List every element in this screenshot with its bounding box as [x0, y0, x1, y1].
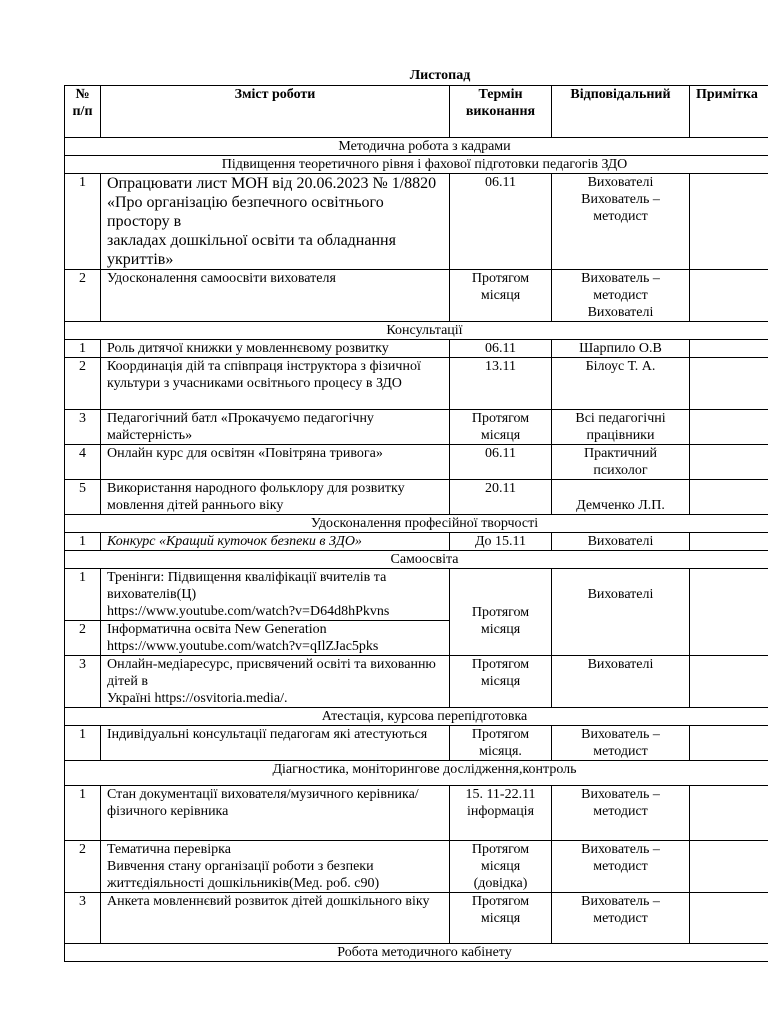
row-term: Протягом місяця — [450, 569, 552, 656]
row-content-link[interactable]: https://www.youtube.com/watch?v=D64d8hPkvns — [107, 604, 390, 619]
row-responsible-line: Вихователь – методист — [581, 271, 660, 303]
row-content-link[interactable]: https://www.youtube.com/watch?v=qIlZJac5pks — [107, 639, 379, 654]
section-row — [65, 156, 768, 174]
row-responsible: Вихователі — [552, 569, 690, 656]
row-num: 2 — [65, 841, 101, 893]
row-content: Педагогічний батл «Прокачуємо педагогічну майстерність» — [101, 410, 450, 445]
row-num: 1 — [65, 786, 101, 841]
row-term: 20.11 — [450, 480, 552, 515]
section-self-education: Самоосвіта — [65, 551, 768, 569]
row-responsible: Вихователь – методист — [552, 841, 690, 893]
row-note — [690, 841, 768, 893]
row-content: Використання народного фольклору для розвитку мовлення дітей раннього віку — [101, 480, 450, 515]
row-note — [690, 480, 768, 515]
row-num: 3 — [65, 893, 101, 944]
row-term: Протягом місяця — [450, 270, 552, 322]
row-content-line: Інформатична освіта New Generation — [107, 622, 327, 637]
row-content — [101, 569, 450, 621]
row-term: До 15.11 — [450, 533, 552, 551]
row-num: 1 — [65, 174, 101, 270]
row-term: Протягом місяця — [450, 656, 552, 708]
row-num: 1 — [65, 726, 101, 761]
table-row — [65, 270, 768, 322]
plan-table — [64, 85, 768, 962]
header-content: Зміст роботи — [101, 86, 450, 138]
row-note — [690, 358, 768, 410]
row-responsible: Всі педагогічні працівники — [552, 410, 690, 445]
table-row — [65, 445, 768, 480]
section-row — [65, 551, 768, 569]
table-row — [65, 410, 768, 445]
table-row — [65, 358, 768, 410]
row-term: 15. 11-22.11 інформація — [450, 786, 552, 841]
row-responsible: Демченко Л.П. — [552, 480, 690, 515]
table-row — [65, 726, 768, 761]
row-content — [101, 656, 450, 708]
row-num: 5 — [65, 480, 101, 515]
header-row — [65, 86, 768, 138]
row-responsible: Шарпило О.В — [552, 340, 690, 358]
row-content: Індивідуальні консультації педагогам які атестуються — [101, 726, 450, 761]
row-term: 06.11 — [450, 340, 552, 358]
row-content — [101, 841, 450, 893]
row-term: Протягом місяця — [450, 410, 552, 445]
table-row — [65, 893, 768, 944]
row-responsible: Білоус Т. А. — [552, 358, 690, 410]
table-row — [65, 480, 768, 515]
section-row — [65, 515, 768, 533]
row-term: 13.11 — [450, 358, 552, 410]
table-row — [65, 569, 768, 621]
row-responsible-line: Вихователь – методист — [581, 192, 660, 224]
section-diagnostics: Діагностика, моніторингове дослідження,контроль — [65, 761, 768, 786]
section-professional-creativity: Удосконалення професійної творчості — [65, 515, 768, 533]
row-note — [690, 726, 768, 761]
row-responsible-line: Вихователі — [587, 305, 654, 320]
row-content-line: закладах дошкільної освіти та обладнання укриттів» — [107, 232, 396, 268]
row-note — [690, 656, 768, 708]
table-row — [65, 340, 768, 358]
section-theoretical-level: Підвищення теоретичного рівня і фахової підготовки педагогів ЗДО — [65, 156, 768, 174]
row-num: 3 — [65, 656, 101, 708]
section-row — [65, 761, 768, 786]
row-num: 1 — [65, 340, 101, 358]
row-responsible: Практичний психолог — [552, 445, 690, 480]
table-row — [65, 533, 768, 551]
row-content: Стан документації вихователя/музичного керівника/фізичного керівника — [101, 786, 450, 841]
row-content — [101, 174, 450, 270]
row-term: 06.11 — [450, 445, 552, 480]
row-term: Протягом місяця. — [450, 726, 552, 761]
row-responsible-line: Вихователі — [587, 175, 654, 190]
section-row — [65, 708, 768, 726]
row-num: 4 — [65, 445, 101, 480]
section-methodical-cabinet: Робота методичного кабінету — [65, 944, 768, 962]
row-responsible — [552, 270, 690, 322]
row-note — [690, 340, 768, 358]
header-num: № п/п — [65, 86, 101, 138]
section-row — [65, 322, 768, 340]
row-content: Анкета мовленнєвий розвиток дітей дошкільного віку — [101, 893, 450, 944]
row-note — [690, 786, 768, 841]
table-row — [65, 786, 768, 841]
row-content-line: Онлайн-медіаресурс, присвячений освіті та вихованню дітей в — [107, 657, 436, 689]
row-note — [690, 533, 768, 551]
row-content-line: Опрацювати лист МОН від 20.06.2023 № 1/8820 «Про організацію безпечного освітнього простору в — [107, 175, 437, 230]
row-responsible: Вихователі — [552, 533, 690, 551]
row-note — [690, 410, 768, 445]
row-num: 3 — [65, 410, 101, 445]
table-row — [65, 656, 768, 708]
header-note: Примітка — [690, 86, 768, 138]
row-content: Координація дій та співпраця інструктора з фізичної культури з учасниками освітнього процесу в ЗДО — [101, 358, 450, 410]
row-note — [690, 893, 768, 944]
row-responsible: Вихователь – методист — [552, 786, 690, 841]
row-content-line: Вивчення стану організації роботи з безпеки життєдіяльності дошкільників(Мед. роб. с90) — [107, 859, 380, 891]
table-row — [65, 174, 768, 270]
row-content-line: Тематична перевірка — [107, 842, 231, 857]
row-content: Роль дитячої книжки у мовленнєвому розвитку — [101, 340, 450, 358]
row-term: Протягом місяця (довідка) — [450, 841, 552, 893]
row-num: 2 — [65, 358, 101, 410]
row-note — [690, 174, 768, 270]
row-note — [690, 270, 768, 322]
row-term: 06.11 — [450, 174, 552, 270]
row-num: 1 — [65, 569, 101, 621]
page-title: Листопад — [409, 68, 471, 83]
row-content-line: Тренінги: Підвищення кваліфікації вчителів та вихователів(Ц) — [107, 570, 387, 602]
row-responsible — [552, 174, 690, 270]
row-content: Удосконалення самоосвіти вихователя — [101, 270, 450, 322]
row-content-line: Україні https://osvitoria.media/. — [107, 691, 288, 706]
row-note — [690, 445, 768, 480]
table-row — [65, 841, 768, 893]
header-term: Термін виконання — [450, 86, 552, 138]
row-num: 1 — [65, 533, 101, 551]
row-content: Конкурс «Кращий куточок безпеки в ЗДО» — [101, 533, 450, 551]
row-responsible: Вихователь – методист — [552, 893, 690, 944]
row-responsible: Вихователь – методист — [552, 726, 690, 761]
section-consultations: Консультації — [65, 322, 768, 340]
row-num: 2 — [65, 270, 101, 322]
section-attestation: Атестація, курсова перепідготовка — [65, 708, 768, 726]
row-num: 2 — [65, 621, 101, 656]
row-note — [690, 569, 768, 656]
row-term: Протягом місяця — [450, 893, 552, 944]
row-content: Онлайн курс для освітян «Повітряна тривога» — [101, 445, 450, 480]
section-row — [65, 944, 768, 962]
section-row — [65, 138, 768, 156]
row-content — [101, 621, 450, 656]
section-methodical-work: Методична робота з кадрами — [65, 138, 768, 156]
row-responsible: Вихователі — [552, 656, 690, 708]
header-responsible: Відповідальний — [552, 86, 690, 138]
